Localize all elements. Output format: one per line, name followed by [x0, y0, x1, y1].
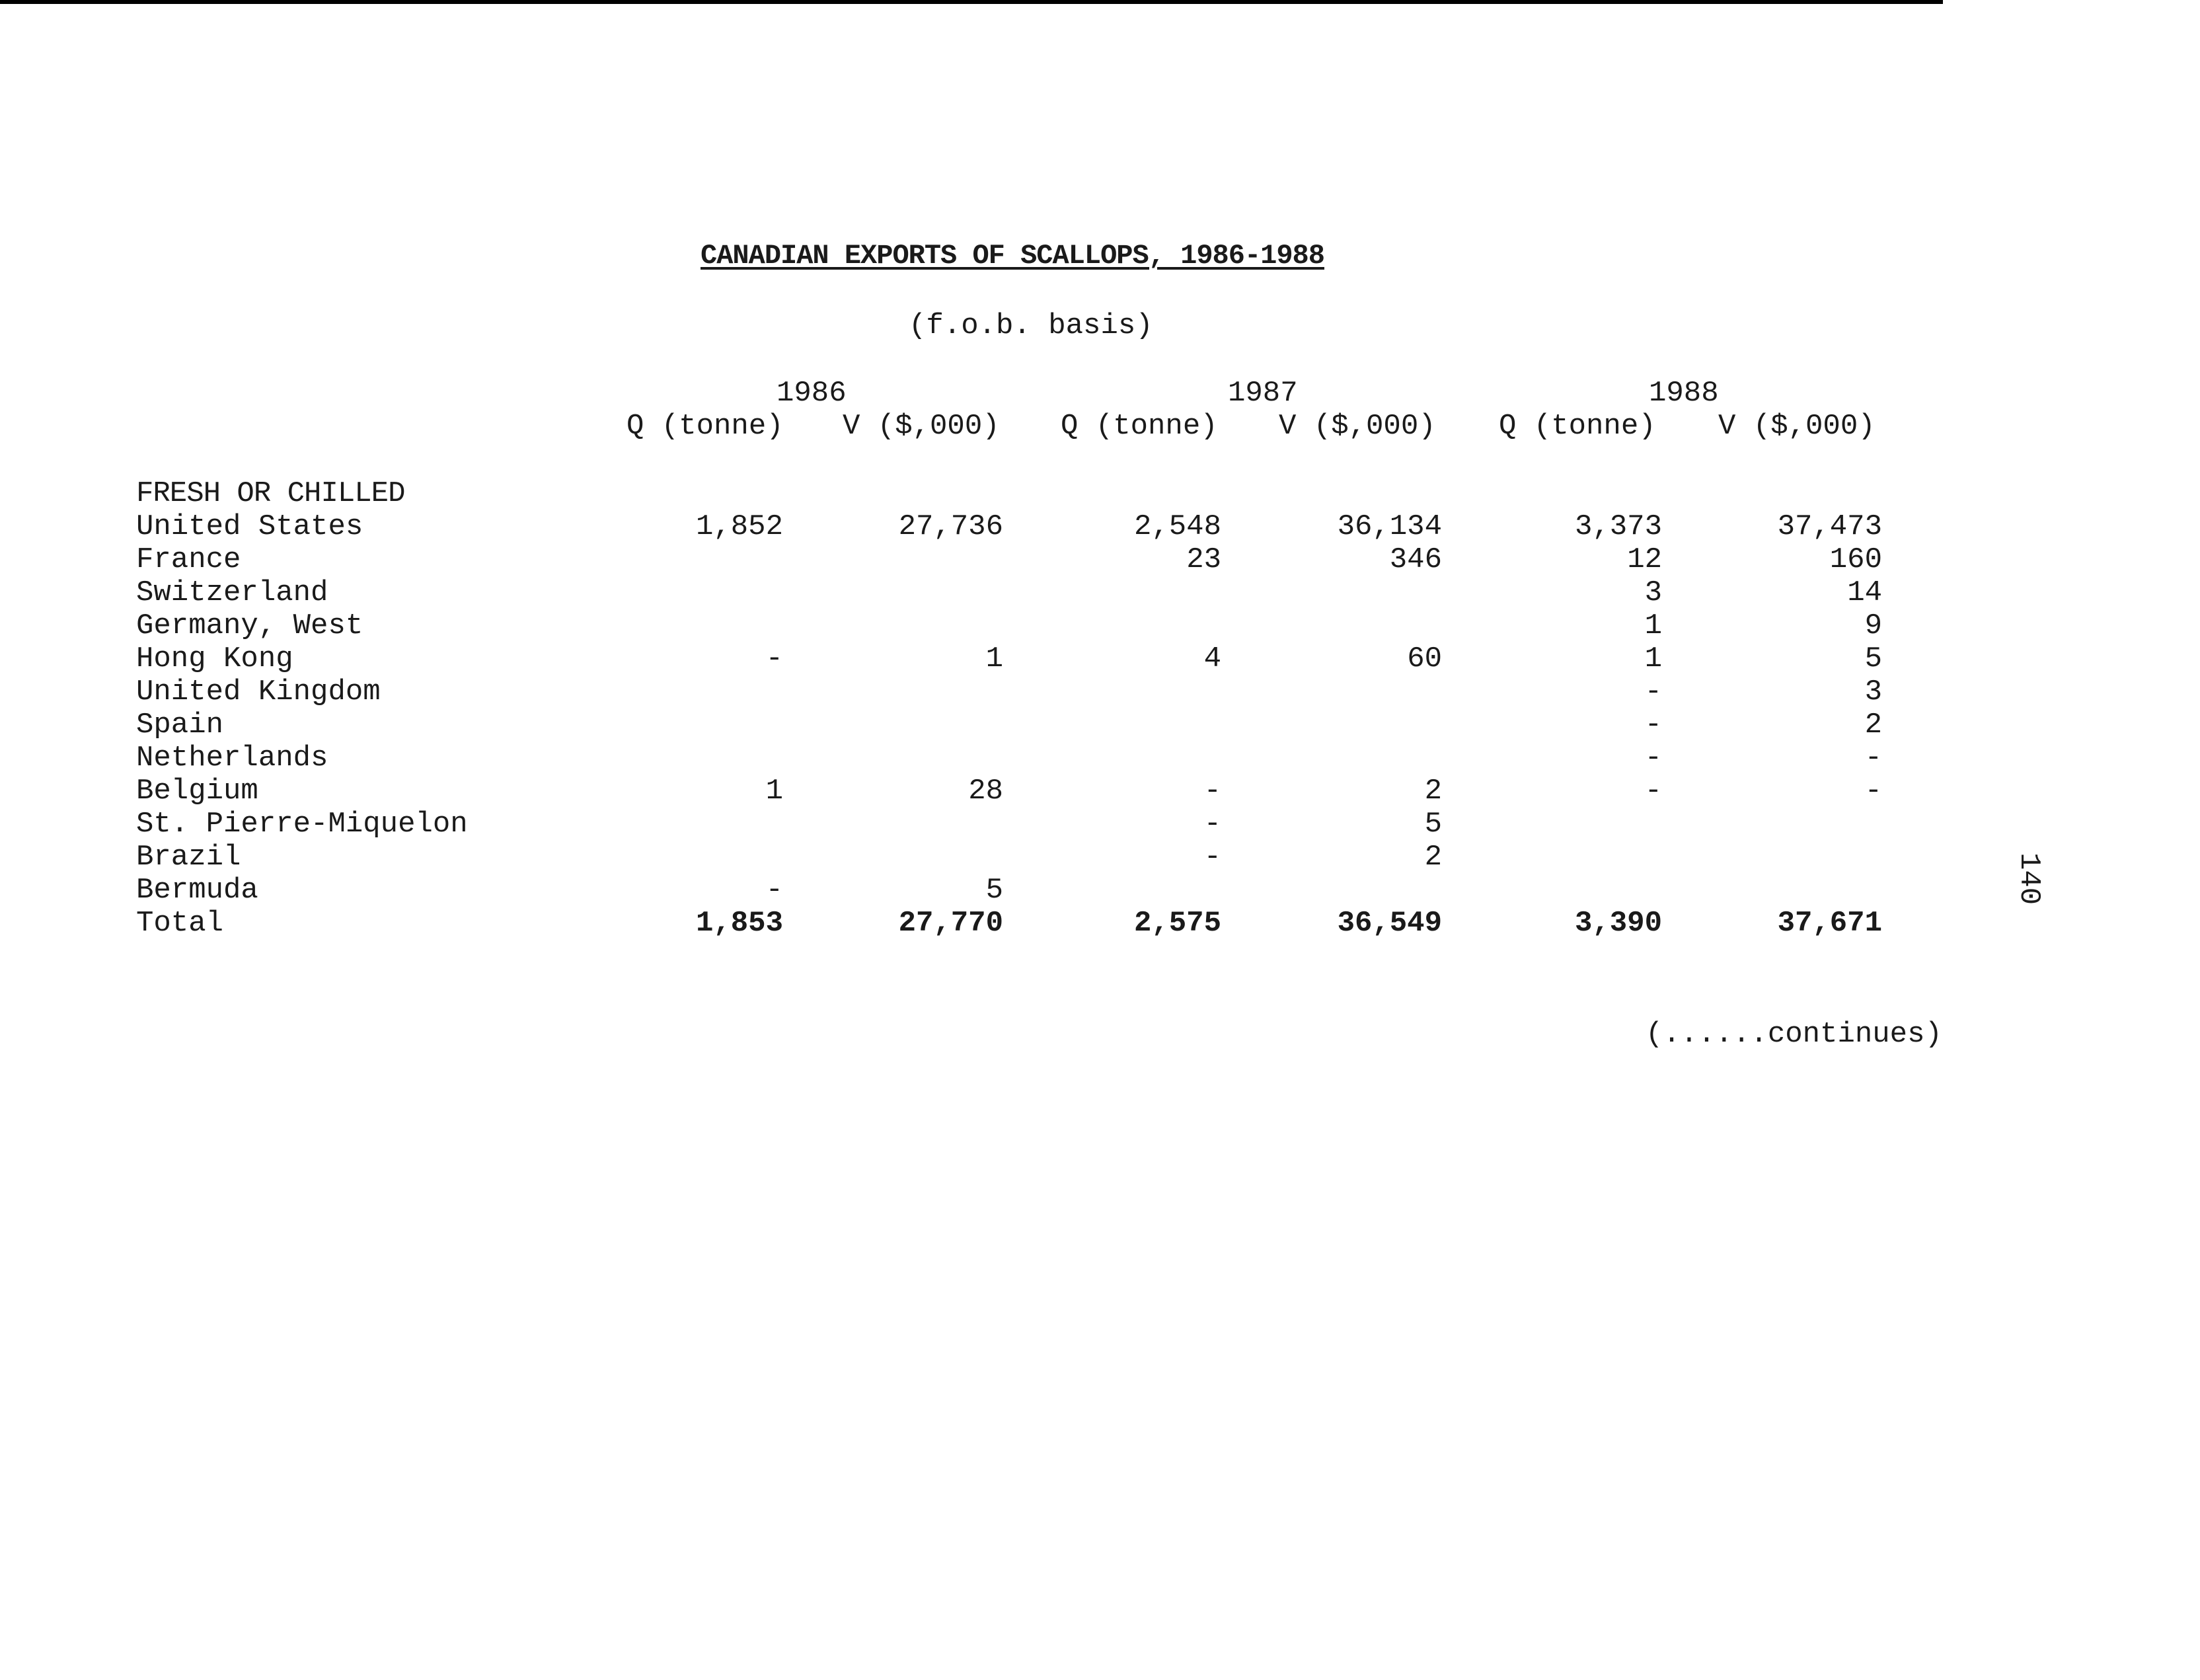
- table-cell: 4: [1203, 642, 1221, 675]
- table-cell: 12: [1627, 543, 1662, 576]
- column-header-1987-value: V ($,000): [1279, 410, 1436, 443]
- row-label: United Kingdom: [136, 675, 381, 708]
- table-row: [0, 874, 1983, 907]
- row-label: Bermuda: [136, 874, 258, 907]
- continues-note: (......continues): [1646, 1018, 1942, 1051]
- table-row: [0, 675, 1983, 708]
- row-label: United States: [136, 510, 363, 543]
- total-cell: 2,575: [1133, 907, 1221, 940]
- table-cell: 60: [1407, 642, 1442, 675]
- row-label: Brazil: [136, 841, 241, 874]
- table-cell: -: [1203, 841, 1221, 874]
- table-cell: 1: [1644, 609, 1662, 642]
- document-subtitle: (f.o.b. basis): [909, 309, 1153, 342]
- page-number: 140: [2012, 853, 2045, 905]
- total-cell: 36,549: [1337, 907, 1442, 940]
- total-row: [0, 907, 1983, 940]
- year-header-1987: 1987: [1228, 377, 1298, 410]
- total-cell: 3,390: [1574, 907, 1662, 940]
- table-row: [0, 708, 1983, 742]
- table-cell: -: [1864, 775, 1882, 808]
- row-label: Spain: [136, 708, 224, 742]
- table-row: [0, 742, 1983, 775]
- row-label: Belgium: [136, 775, 258, 808]
- table-cell: -: [1644, 675, 1662, 708]
- table-cell: -: [1864, 742, 1882, 775]
- table-row: [0, 841, 1983, 874]
- table-row: [0, 576, 1983, 609]
- table-cell: 23: [1186, 543, 1221, 576]
- row-label: Switzerland: [136, 576, 328, 609]
- top-border-rule: [0, 0, 1943, 4]
- table-row: [0, 642, 1983, 675]
- table-row: [0, 510, 1983, 543]
- year-header-1986: 1986: [777, 377, 847, 410]
- column-header-1986-quantity: Q (tonne): [626, 410, 784, 443]
- table-row: [0, 775, 1983, 808]
- table-cell: 5: [985, 874, 1003, 907]
- table-cell: 1: [985, 642, 1003, 675]
- row-label: Netherlands: [136, 742, 328, 775]
- table-cell: 37,473: [1777, 510, 1882, 543]
- row-label: Hong Kong: [136, 642, 293, 675]
- table-cell: 28: [968, 775, 1003, 808]
- table-cell: 1: [765, 775, 783, 808]
- column-header-1986-value: V ($,000): [843, 410, 1000, 443]
- table-row: [0, 543, 1983, 576]
- table-cell: -: [1644, 708, 1662, 742]
- table-cell: 3: [1644, 576, 1662, 609]
- table-row: [0, 808, 1983, 841]
- total-cell: 1,853: [695, 907, 783, 940]
- table-cell: 346: [1389, 543, 1442, 576]
- document-title: CANADIAN EXPORTS OF SCALLOPS, 1986-1988: [701, 240, 1324, 272]
- table-cell: -: [1644, 742, 1662, 775]
- total-cell: 27,770: [898, 907, 1003, 940]
- table-cell: 2: [1424, 841, 1442, 874]
- table-row: [0, 609, 1983, 642]
- table-cell: 2: [1424, 775, 1442, 808]
- table-cell: -: [765, 874, 783, 907]
- table-cell: 3: [1864, 675, 1882, 708]
- row-label: France: [136, 543, 241, 576]
- table-cell: 5: [1424, 808, 1442, 841]
- table-cell: 3,373: [1574, 510, 1662, 543]
- table-cell: 36,134: [1337, 510, 1442, 543]
- table-cell: -: [765, 642, 783, 675]
- column-header-1988-quantity: Q (tonne): [1499, 410, 1656, 443]
- table-cell: 160: [1829, 543, 1882, 576]
- table-cell: 1: [1644, 642, 1662, 675]
- column-header-1988-value: V ($,000): [1718, 410, 1876, 443]
- row-label: Germany, West: [136, 609, 363, 642]
- table-cell: -: [1203, 808, 1221, 841]
- table-cell: 27,736: [898, 510, 1003, 543]
- table-cell: 5: [1864, 642, 1882, 675]
- table-cell: 9: [1864, 609, 1882, 642]
- row-label: St. Pierre-Miquelon: [136, 808, 468, 841]
- table-cell: 1,852: [695, 510, 783, 543]
- section-label: FRESH OR CHILLED: [136, 477, 405, 510]
- table-cell: -: [1644, 775, 1662, 808]
- year-header-1988: 1988: [1649, 377, 1719, 410]
- table-cell: 2,548: [1133, 510, 1221, 543]
- total-label: Total: [136, 907, 224, 940]
- table-cell: -: [1203, 775, 1221, 808]
- total-cell: 37,671: [1777, 907, 1882, 940]
- table-cell: 2: [1864, 708, 1882, 742]
- table-cell: 14: [1847, 576, 1882, 609]
- column-header-1987-quantity: Q (tonne): [1061, 410, 1218, 443]
